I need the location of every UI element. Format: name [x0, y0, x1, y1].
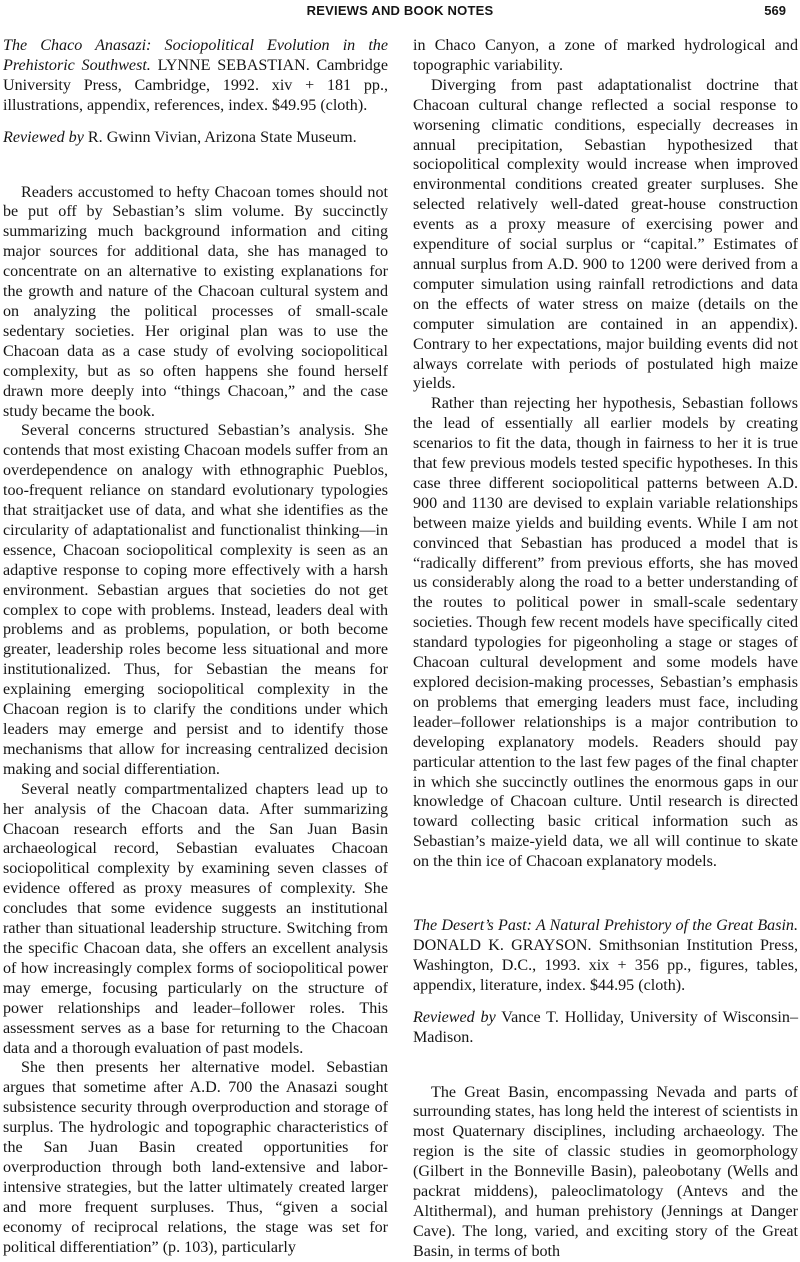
review2-paragraph: The Great Basin, encompassing Nevada and parts of surrounding states, has long held the interest of scientists in most Quaternary disciplines, including archaeology. The region is the site of classic studies in geomorphology (Gilbert in the Bonneville Basin), paleobotany (Wells and packrat middens), paleoclimatology (Antevs and the Altithermal), and human prehistory (Jennings at Danger Cave). The long, varied, and exciting story of the Great Basin, in terms of both [413, 1083, 798, 1260]
review1-paragraph: Rather than rejecting her hypothesis, Sebastian follows the lead of essentially all earlier models by creating scenarios to fit the data, though in fairness to her it is true that few previous models tested specific hypotheses. In this case three different sociopolitical patterns between A.D. 900 and 1130 are devised to explain variable relationships between maize yields and building events. While I am not convinced that Sebastian has produced a model that is “radically different” from previous efforts, she has moved us considerably along the road to a better understanding of the routes to political power in small-scale sedentary societies. Though few recent models have specifically cited standard typologies for pigeonholing a stage or stages of Chacoan cultural development and some models have explored decision-making processes, Sebastian’s emphasis on problems that emerging leaders must face, including leader–follower relationships is a major contribution to developing explanatory models. Readers should pay particular attention to the last few pages of the final chapter in which she succinctly outlines the enormous gaps in our knowledge of Chacoan culture. Until research is directed toward collecting basic critical information such as Sebastian’s maize-yield data, we all will continue to skate on the thin ice of Chacoan explanatory models. [413, 395, 798, 871]
running-title: REVIEWS AND BOOK NOTES [306, 3, 494, 18]
review1-paragraph: Readers accustomed to hefty Chacoan tomes should not be put off by Sebastian’s slim volume. By succinctly summarizing much background information and citing major sources for additional data, she has managed to concentrate on an alternative to existing explanations for the growth and nature of the Chacoan cultural system and on analyzing the political processes of small-scale sedentary societies. Her original plan was to use the Chacoan data as a case study of evolving sociopolitical complexity, but as so often happens she found herself drawn more deeply into “things Chacoan,” and the case study became the book. [3, 183, 388, 420]
page-header [0, 0, 800, 22]
left-column [3, 36, 388, 1257]
review1-paragraph: Several neatly compartmentalized chapters lead up to her analysis of the Chacoan data. After summarizing Chacoan research efforts and the San Juan Basin archaeological record, Sebastian evaluates Chacoan sociopolitical complexity by examining seven classes of evidence offered as proxy measures of complexity. She concludes that some evidence suggests an institutional rather than situational leadership structure. Switching from the specific Chacoan data, she offers an excellent analysis of how increasingly complex forms of sociopolitical power may emerge, focusing particularly on the structure of power relationships and leader–follower roles. This assessment serves as a base for returning to the Chacoan data and a thorough evaluation of past models. [3, 780, 388, 1057]
review1-reviewer: R. Gwinn Vivian, Arizona State Museum. [87, 128, 357, 146]
review2-reviewer: Vance T. Holliday, University of Wisconsin–Madison. [413, 1008, 798, 1046]
page-number: 569 [764, 3, 786, 18]
review2-citation [413, 916, 798, 996]
review1-paragraph-continued: in Chaco Canyon, a zone of marked hydrological and topographic variability. [413, 37, 798, 74]
review1-reviewer-line [3, 128, 388, 148]
right-column [413, 36, 798, 1262]
review2-reviewer-line [413, 1008, 798, 1048]
review2-publication: Smithsonian Institution Press, Washington, D.C., 1993. xix + 356 pp., figures, tables, appendix, literature, index. $44.95 (cloth). [413, 936, 798, 994]
review2-reviewed-by-label: Reviewed by [413, 1008, 496, 1026]
review1-reviewed-by-label: Reviewed by [3, 128, 84, 146]
review1-paragraph: Several concerns structured Sebastian’s analysis. She contends that most existing Chacoan models suffer from an overdependence on analogy with ethnographic Pueblos, too-frequent reliance on standard evolutionary typologies that straitjacket use of data, and what she identifies as the circularity of adaptationalist and functionalist thinking—in essence, Chacoan sociopolitical complexity is seen as an adaptive response to coping more effectively with a harsh environment. Sebastian argues that societies do not get complex to cope with problems. Instead, leaders deal with problems and as problems, population, or both become greater, leadership roles become less situational and more institutionalized. Thus, for Sebastian the means for explaining emerging sociopolitical complexity in the Chacoan region is to clarify the conditions under which leaders may emerge and persist and to identify those mechanisms that allow for increasing centralized decision making and social differentiation. [3, 422, 388, 778]
review1-publication: Cambridge University Press, Cambridge, 1992. xiv + 181 pp., illustrations, appendix, references, index. $49.95 (cloth). [3, 56, 388, 114]
review1-paragraph: Diverging from past adaptationalist doctrine that Chacoan cultural change reflected a social response to worsening climatic conditions, especially decreases in annual precipitation, Sebastian hypothesized that sociopolitical complexity would increase when improved environmental conditions created greater surpluses. She selected relatively well-dated great-house construction events as a proxy measure of exercising power and expenditure of social surplus or “capital.” Estimates of annual surplus from A.D. 900 to 1200 were derived from a computer simulation using rainfall retrodictions and data on the effects of water stress on maize (details on the computer simulation are contained in an appendix). Contrary to her expectations, major building events did not always correlate with periods of postulated high maize yields. [413, 76, 798, 393]
review2-author: DONALD K. GRAYSON. [413, 936, 592, 954]
review1-book-title: The Chaco Anasazi: Sociopolitical Evolution in the Prehistoric Southwest. [3, 37, 388, 74]
review1-paragraph: She then presents her alternative model. Sebastian argues that sometime after A.D. 700 the Anasazi sought subsistence security through overproduction and storage of surplus. The hydrologic and topographic characteristics of the San Juan Basin created opportunities for overproduction through both land-extensive and labor-intensive strategies, but the latter ultimately created larger and more frequent surpluses. Thus, “given a social economy of reciprocal relations, the stage was set for political differentiation” (p. 103), particularly [3, 1059, 388, 1256]
review2-book-title: The Desert’s Past: A Natural Prehistory of the Great Basin. [413, 917, 798, 935]
review1-citation [3, 36, 388, 116]
review1-author: LYNNE SEBASTIAN. [157, 56, 310, 74]
